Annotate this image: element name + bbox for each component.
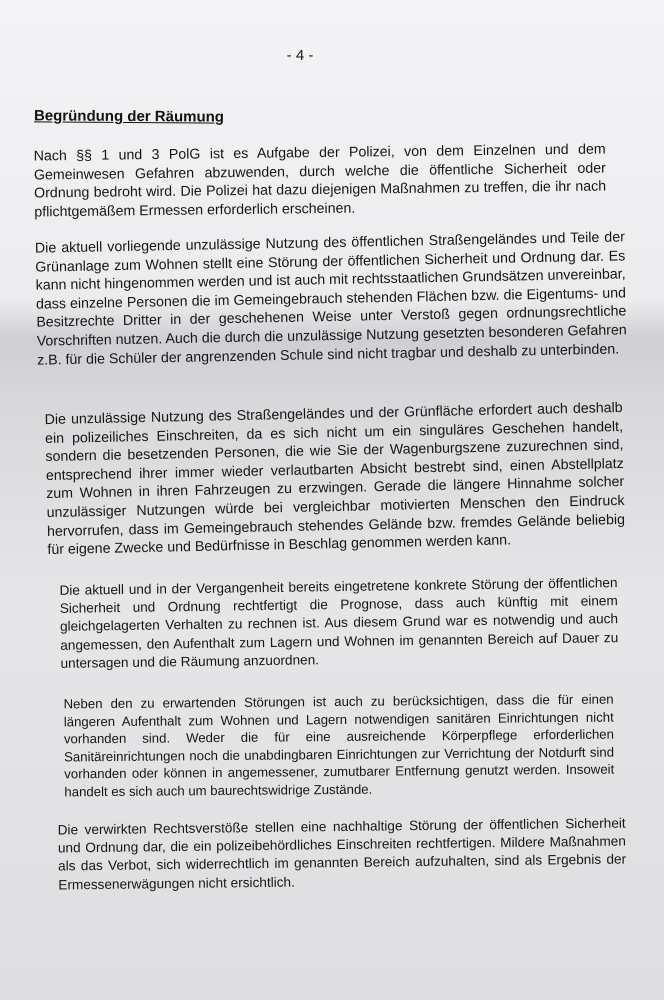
page-number: - 4 - — [286, 47, 314, 64]
paragraph-3: Die unzulässige Nutzung des Straßengeländes und der Grünfläche erfordert auch deshalb ein polizeiliches Einschreiten, da es sich nicht um ein singuläres Geschehen handelt, sondern die besetzenden Personen, die wie Sie der Wagenburgszene zuzurechnen sind, entsprechend ihrer immer wieder verlautbarten Absicht bestrebt sind, einen Abstellplatz zum Wohnen in ihren Fahrzeugen zu erzwingen. Gerade die längere Hinnahme solcher unzulässiger Nutzungen würde bei vergleichbar motivierten Menschen den Eindruck hervorrufen, dass im Gemeingebrauch stehendes Gelände bzw. fremdes Gelände beliebig für eigene Zwecke und Bedürfnisse in Beschlag genommen werden kann. — [44, 399, 626, 559]
paragraph-4: Die aktuell und in der Vergangenheit bereits eingetretene konkrete Störung der öffentlichen Sicherheit und Ordnung rechtfertigt die Prognose, dass auch künftig mit einem gleichgelagerten Verhalten zu rechnen ist. Aus diesem Grund war es notwendig und auch angemessen, den Aufenthalt zum Lagern und Wohnen im genannten Bereich auf Dauer zu untersagen und die Räumung anzuordnen. — [59, 575, 619, 671]
paragraph-6: Die verwirkten Rechtsverstöße stellen eine nachhaltige Störung der öffentlichen Sicherheit und Ordnung dar, die ein polizeibehördliches Einschreiten rechtfertigen. Mildere Maßnahmen als das Verbot, sich widerrechtlich im genannten Bereich aufzuhalten, sind als Ergebnis der Ermessenerwägungen nicht ersichtlich. — [57, 815, 627, 893]
paragraph-2: Die aktuell vorliegende unzulässige Nutzung des öffentlichen Straßengeländes und Teile der Grünanlage zum Wohnen stellt eine Störung der öffentlichen Sicherheit und Ordnung dar. Es kann nicht hingenommen werden und ist auch mit rechtsstaatlichen Grundsätzen unvereinbar, dass einzelne Personen die im Gemeingebrauch stehenden Flächen bzw. die Eigentums- und Besitzrechte Dritter in der geschehenen Weise unter Verstoß gegen ordnungsrechtliche Vorschriften nutzen. Auch die durch die unzulässige Nutzung gesetzten besonderen Gefahren z.B. für die Schüler der angrenzenden Schule sind nicht tragbar und deshalb zu unterbinden. — [34, 229, 627, 369]
paragraph-1: Nach §§ 1 und 3 PolG ist es Aufgabe der Polizei, von dem Einzelnen und dem Gemeinwesen Gefahren abzuwenden, durch welche die öffentliche Sicherheit oder Ordnung bedroht wird. Die Polizei hat dazu diejenigen Maßnahmen zu treffen, die ihr nach pflichtgemäßem Ermessen erforderlich erscheinen. — [33, 141, 607, 221]
section-heading: Begründung der Räumung — [33, 107, 225, 126]
paragraph-5: Neben den zu erwartenden Störungen ist auch zu berücksichtigen, dass die für einen längeren Aufenthalt zum Wohnen und Lagern notwendigen sanitären Einrichtungen nicht vorhanden sind. Weder die für eine ausreichende Körperpflege erforderlichen Sanitäreinrichtungen noch die unabdingbaren Einrichtungen zur Verrichtung der Notdurft sind vorhanden oder können in angemessener, zumutbarer Entfernung genutzt werden. Insoweit handelt es sich auch um baurechtswidrige Zustände. — [63, 691, 615, 800]
